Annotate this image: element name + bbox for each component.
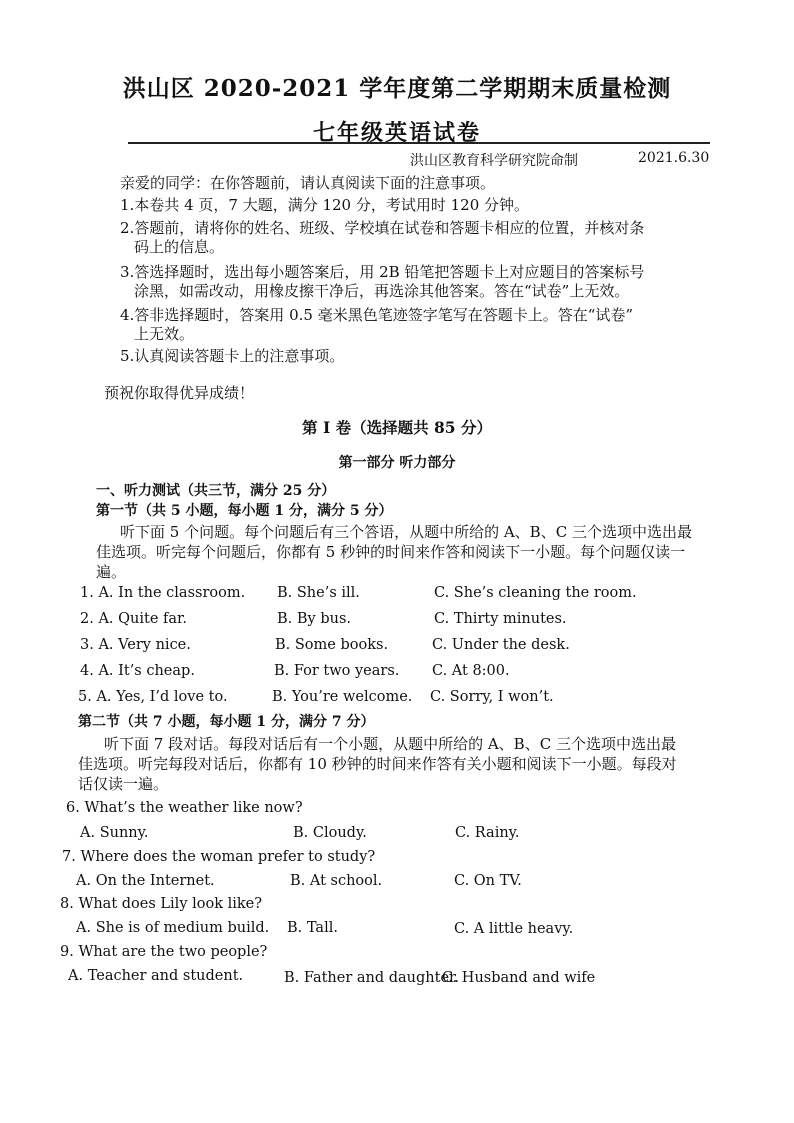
q7-option-c: C. On TV. <box>454 873 522 889</box>
notice-item-4-text: 4.答非选择题时，答案用 0.5 毫米黑色笔迹签字笔写在答题卡上。答在“试卷” <box>120 306 634 324</box>
q6-option-c: C. Rainy. <box>455 825 520 841</box>
notice-item-3-text: 3.答选择题时，选出每小题答案后，用 2B 铅笔把答题卡上对应题目的答案标号 <box>120 263 645 281</box>
notice-item-3 <box>120 263 710 301</box>
sub2-instr-line1: 听下面 7 段对话。每段对话后有一个小题，从题中所给的 A、B、C 三个选项中选出最 <box>104 735 676 753</box>
publisher-line <box>410 150 720 170</box>
q9-stem: 9. What are the two people? <box>60 944 268 960</box>
q5-option-c: C. Sorry, I won’t. <box>430 689 554 705</box>
title-divider <box>128 142 710 144</box>
part-title: 第一部分 听力部分 <box>338 455 456 471</box>
q9-option-a: A. Teacher and student. <box>68 968 244 984</box>
notice-item-2-cont: 码上的信息。 <box>134 238 225 256</box>
q3-option-b: B. Some books. <box>275 637 389 653</box>
q8-option-b: B. Tall. <box>287 920 338 936</box>
notice-item-5 <box>120 347 710 366</box>
q6-option-b: B. Cloudy. <box>293 825 367 841</box>
q2-option-a: 2. A. Quite far. <box>80 611 187 627</box>
exam-date: 2021.6.30 <box>638 150 710 166</box>
q5-option-b: B. You’re welcome. <box>272 689 413 705</box>
sub1-instr-line2: 佳选项。听完每个问题后，你都有 5 秒钟的时间来作答和阅读下一小题。每个问题仅读一 <box>96 543 686 561</box>
q8-option-c: C. A little heavy. <box>454 921 574 937</box>
q4-option-a: 4. A. It’s cheap. <box>80 663 195 679</box>
sub2-instr-line2: 佳选项。听完每段对话后，你都有 10 秒钟的时间来作答有关小题和阅读下一小题。每段对 <box>78 755 677 773</box>
sub1-instr-line1: 听下面 5 个问题。每个问题后有三个答语，从题中所给的 A、B、C 三个选项中选出最 <box>120 523 692 541</box>
notice-item-1-text: 1.本卷共 4 页，7 大题，满分 120 分，考试用时 120 分钟。 <box>120 196 530 214</box>
q7-option-a: A. On the Internet. <box>76 873 215 889</box>
q1-option-a: 1. A. In the classroom. <box>80 585 246 601</box>
subsection-1-heading: 第一节（共 5 小题，每小题 1 分，满分 5 分） <box>96 503 393 519</box>
notice-item-4-cont: 上无效。 <box>134 325 195 343</box>
notice-greeting: 亲爱的同学：在你答题前，请认真阅读下面的注意事项。 <box>120 174 496 192</box>
publisher-name: 洪山区教育科学研究院命制 <box>410 153 578 169</box>
q5-option-a: 5. A. Yes, I’d love to. <box>78 689 228 705</box>
exam-subtitle: 七年级英语试卷 <box>312 120 481 146</box>
notice-item-5-text: 5.认真阅读答题卡上的注意事项。 <box>120 347 345 365</box>
good-luck-wish: 预祝你取得优异成绩！ <box>104 384 255 402</box>
notice-item-1 <box>120 196 710 215</box>
q1-option-b: B. She’s ill. <box>277 585 360 601</box>
q7-option-b: B. At school. <box>290 873 383 889</box>
section-listening-heading: 一、听力测试（共三节，满分 25 分） <box>96 483 336 499</box>
sub1-instr-line3: 遍。 <box>96 563 127 581</box>
q3-option-c: C. Under the desk. <box>432 637 570 653</box>
subsection-2-instructions <box>78 734 714 794</box>
q8-stem: 8. What does Lily look like? <box>60 896 263 912</box>
q6-option-a: A. Sunny. <box>80 825 149 841</box>
q2-option-c: C. Thirty minutes. <box>434 611 567 627</box>
notice-item-3-cont: 涂黑，如需改动，用橡皮擦干净后，再选涂其他答案。答在“试卷”上无效。 <box>134 282 630 300</box>
q7-stem: 7. Where does the woman prefer to study? <box>62 849 376 865</box>
exam-title: 洪山区 2020-2021 学年度第二学期期末质量检测 <box>122 75 672 102</box>
q3-option-a: 3. A. Very nice. <box>80 637 191 653</box>
q2-option-b: B. By bus. <box>277 611 352 627</box>
volume-title: 第 I 卷（选择题共 85 分） <box>302 418 492 437</box>
q1-option-c: C. She’s cleaning the room. <box>434 585 637 601</box>
notice-item-4 <box>120 306 710 344</box>
notice-item-2-text: 2.答题前，请将你的姓名、班级、学校填在试卷和答题卡相应的位置，并核对条 <box>120 219 645 237</box>
q9-option-c: C. Husband and wife <box>442 970 596 986</box>
subsection-1-instructions <box>96 522 714 582</box>
q8-option-a: A. She is of medium build. <box>76 920 270 936</box>
sub2-instr-line3: 话仅读一遍。 <box>78 775 169 793</box>
q9-option-b: B. Father and daughter. <box>284 970 459 986</box>
q6-stem: 6. What’s the weather like now? <box>66 800 303 816</box>
q4-option-c: C. At 8:00. <box>432 663 510 679</box>
notice-item-2 <box>120 219 710 257</box>
subsection-2-heading: 第二节（共 7 小题，每小题 1 分，满分 7 分） <box>78 714 375 730</box>
q4-option-b: B. For two years. <box>274 663 400 679</box>
